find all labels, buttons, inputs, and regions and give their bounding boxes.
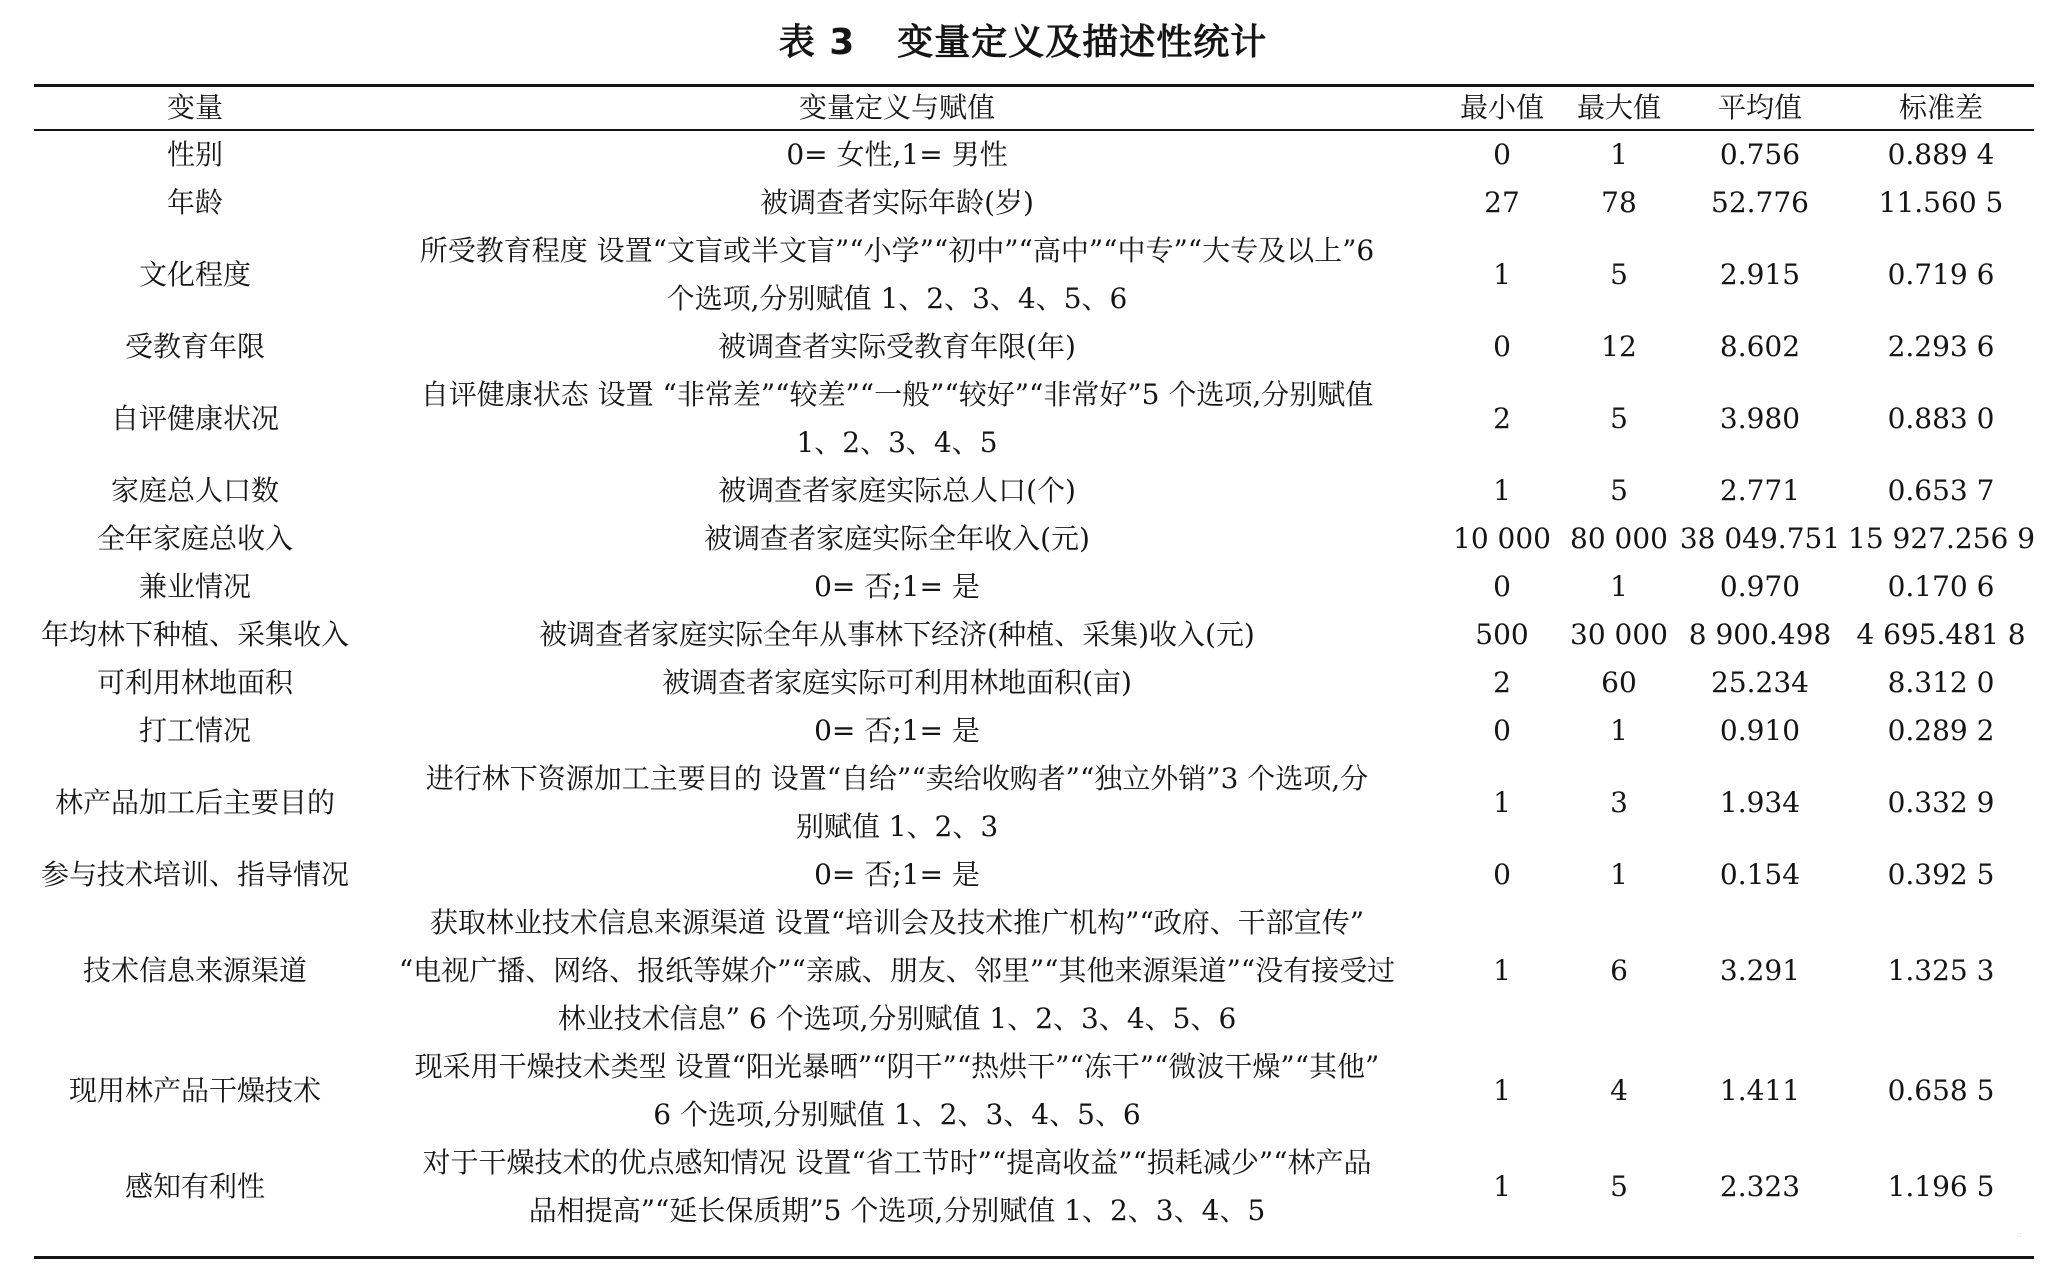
column-header-variable: 变量 (166, 91, 223, 124)
variable-cell: 技术信息来源渠道 (82, 954, 307, 987)
max-cell: 80 000 (1570, 522, 1668, 555)
max-cell: 1 (1610, 138, 1628, 171)
definition-line: 对于干燥技术的优点感知情况 设置“省工节时”“提高收益”“损耗减少”“林产品 (422, 1146, 1372, 1179)
mean-cell: 3.980 (1719, 402, 1801, 435)
max-cell: 3 (1610, 786, 1628, 819)
sd-cell: 0.719 6 (1887, 258, 1995, 291)
variable-cell: 受教育年限 (124, 330, 265, 363)
variable-cell: 家庭总人口数 (110, 474, 279, 507)
bottom-rule (34, 1256, 2034, 1259)
mean-cell: 38 049.751 (1679, 522, 1841, 555)
mean-cell: 0.910 (1719, 714, 1801, 747)
definition-line: 被调查者家庭实际总人口(个) (718, 474, 1076, 507)
definition-line: 被调查者家庭实际全年收入(元) (704, 522, 1090, 555)
column-header-definition: 变量定义与赋值 (798, 91, 995, 124)
definition-line: 0= 女性,1= 男性 (786, 138, 1008, 171)
definition-line: 被调查者家庭实际可利用林地面积(亩) (662, 666, 1132, 699)
definition-line: 1、2、3、4、5 (796, 426, 998, 459)
variable-cell: 文化程度 (138, 258, 251, 291)
max-cell: 30 000 (1570, 618, 1668, 651)
max-cell: 78 (1601, 186, 1637, 219)
definition-cell (356, 1043, 1438, 1139)
column-header-mean: 平均值 (1717, 91, 1802, 124)
mean-cell: 8.602 (1719, 330, 1801, 363)
variable-cell: 年龄 (166, 186, 223, 219)
definition-cell (356, 851, 1438, 899)
mean-cell: 0.154 (1719, 858, 1801, 891)
sd-cell: 8.312 0 (1887, 666, 1995, 699)
max-cell: 6 (1610, 954, 1628, 987)
variable-cell: 感知有利性 (124, 1170, 265, 1203)
min-cell: 1 (1493, 258, 1511, 291)
sd-cell: 11.560 5 (1878, 186, 2004, 219)
definition-cell (356, 515, 1438, 563)
column-header-max: 最大值 (1576, 91, 1661, 124)
table-row (34, 1139, 2034, 1235)
min-cell: 2 (1493, 666, 1511, 699)
variable-cell: 参与技术培训、指导情况 (40, 858, 349, 891)
min-cell: 0 (1493, 138, 1511, 171)
mean-cell: 0.756 (1719, 138, 1801, 171)
definition-line: 自评健康状态 设置 “非常差”“较差”“一般”“较好”“非常好”5 个选项,分别赋值 (420, 378, 1374, 411)
table-header-row (34, 87, 2034, 129)
definition-line: 获取林业技术信息来源渠道 设置“培训会及技术推广机构”“政府、干部宣传” (429, 906, 1365, 939)
max-cell: 1 (1610, 714, 1628, 747)
definition-line: 进行林下资源加工主要目的 设置“自给”“卖给收购者”“独立外销”3 个选项,分 (425, 762, 1369, 795)
definition-cell (356, 611, 1438, 659)
sd-cell: 0.653 7 (1887, 474, 1995, 507)
definition-cell (356, 467, 1438, 515)
definition-cell (356, 129, 1438, 179)
max-cell: 4 (1610, 1074, 1628, 1107)
table-row (34, 467, 2034, 515)
min-cell: 1 (1493, 954, 1511, 987)
mean-cell: 2.323 (1719, 1170, 1801, 1203)
variable-cell: 打工情况 (138, 714, 251, 747)
variable-cell: 全年家庭总收入 (96, 522, 293, 555)
max-cell: 1 (1610, 570, 1628, 603)
definition-cell (356, 1139, 1438, 1235)
mean-cell: 1.934 (1719, 786, 1801, 819)
mean-cell: 0.970 (1719, 570, 1801, 603)
sd-cell: 0.289 2 (1887, 714, 1995, 747)
min-cell: 1 (1493, 1170, 1511, 1203)
mean-cell: 2.915 (1719, 258, 1801, 291)
table-row (34, 611, 2034, 659)
definition-cell (356, 563, 1438, 611)
table-row (34, 1043, 2034, 1139)
variable-cell: 林产品加工后主要目的 (54, 786, 335, 819)
table-row (34, 899, 2034, 1043)
min-cell: 0 (1493, 570, 1511, 603)
sd-cell: 0.392 5 (1887, 858, 1995, 891)
min-cell: 10 000 (1453, 522, 1551, 555)
definition-line: 品相提高”“延长保质期”5 个选项,分别赋值 1、2、3、4、5 (528, 1194, 1266, 1227)
definition-line: 个选项,分别赋值 1、2、3、4、5、6 (666, 282, 1128, 315)
sd-cell: 0.883 0 (1887, 402, 1995, 435)
sd-cell: 0.889 4 (1887, 138, 1995, 171)
table-row (34, 563, 2034, 611)
table-title-text: 变量定义及描述性统计 (897, 22, 1268, 63)
table-row (34, 707, 2034, 755)
table-row (34, 515, 2034, 563)
table-row (34, 129, 2034, 179)
table-row (34, 851, 2034, 899)
definition-line: 被调查者家庭实际全年从事林下经济(种植、采集)收入(元) (539, 618, 1255, 651)
table-row (34, 227, 2034, 323)
table-title (0, 14, 2046, 65)
watermark: ◦ (2012, 1227, 2028, 1245)
definition-line: “电视广播、网络、报纸等媒介”“亲戚、朋友、邻里”“其他来源渠道”“没有接受过 (398, 954, 1396, 987)
max-cell: 1 (1610, 858, 1628, 891)
sd-cell: 4 695.481 8 (1856, 618, 2026, 651)
definition-line: 被调查者实际受教育年限(年) (718, 330, 1076, 363)
variable-cell: 现用林产品干燥技术 (68, 1074, 321, 1107)
definition-cell (356, 707, 1438, 755)
min-cell: 1 (1493, 1074, 1511, 1107)
table-row (34, 659, 2034, 707)
mean-cell: 8 900.498 (1688, 618, 1832, 651)
min-cell: 0 (1493, 330, 1511, 363)
definition-cell (356, 227, 1438, 323)
sd-cell: 2.293 6 (1887, 330, 1995, 363)
max-cell: 5 (1610, 474, 1628, 507)
min-cell: 1 (1493, 786, 1511, 819)
table-number: 表 3 (778, 22, 856, 63)
definition-cell (356, 659, 1438, 707)
min-cell: 0 (1493, 714, 1511, 747)
variable-cell: 可利用林地面积 (96, 666, 293, 699)
definition-line: 别赋值 1、2、3 (795, 810, 999, 843)
column-header-min: 最小值 (1459, 91, 1544, 124)
table-row (34, 179, 2034, 227)
definition-cell (356, 323, 1438, 371)
sd-cell: 1.196 5 (1887, 1170, 1995, 1203)
column-header-sd: 标准差 (1898, 91, 1983, 124)
variable-cell: 自评健康状况 (110, 402, 279, 435)
min-cell: 27 (1484, 186, 1520, 219)
mean-cell: 2.771 (1719, 474, 1801, 507)
mean-cell: 3.291 (1719, 954, 1801, 987)
mean-cell: 25.234 (1711, 666, 1809, 699)
table-row (34, 371, 2034, 467)
definition-line: 0= 否;1= 是 (814, 714, 980, 747)
definition-line: 现采用干燥技术类型 设置“阳光暴晒”“阴干”“热烘干”“冻干”“微波干燥”“其他” (414, 1050, 1380, 1083)
definition-line: 林业技术信息” 6 个选项,分别赋值 1、2、3、4、5、6 (557, 1002, 1237, 1035)
max-cell: 12 (1601, 330, 1637, 363)
table-body (34, 129, 2034, 1235)
sd-cell: 1.325 3 (1887, 954, 1995, 987)
min-cell: 500 (1475, 618, 1529, 651)
mean-cell: 52.776 (1711, 186, 1809, 219)
variable-cell: 性别 (166, 138, 223, 171)
sd-cell: 15 927.256 9 (1848, 522, 2036, 555)
max-cell: 5 (1610, 402, 1628, 435)
definition-line: 6 个选项,分别赋值 1、2、3、4、5、6 (653, 1098, 1141, 1131)
table-row (34, 323, 2034, 371)
min-cell: 1 (1493, 474, 1511, 507)
min-cell: 2 (1493, 402, 1511, 435)
definition-cell (356, 371, 1438, 467)
definition-line: 所受教育程度 设置“文盲或半文盲”“小学”“初中”“高中”“中专”“大专及以上”6 (419, 234, 1375, 267)
definition-cell (356, 899, 1438, 1043)
definition-cell (356, 755, 1438, 851)
variable-cell: 兼业情况 (138, 570, 251, 603)
min-cell: 0 (1493, 858, 1511, 891)
sd-cell: 0.332 9 (1887, 786, 1995, 819)
definition-line: 被调查者实际年龄(岁) (760, 186, 1034, 219)
definition-cell (356, 179, 1438, 227)
table-row (34, 755, 2034, 851)
max-cell: 60 (1601, 666, 1637, 699)
definition-line: 0= 否;1= 是 (814, 570, 980, 603)
variable-cell: 年均林下种植、采集收入 (40, 618, 349, 651)
sd-cell: 0.658 5 (1887, 1074, 1995, 1107)
definition-line: 0= 否;1= 是 (814, 858, 980, 891)
mean-cell: 1.411 (1719, 1074, 1801, 1107)
max-cell: 5 (1610, 1170, 1628, 1203)
sd-cell: 0.170 6 (1887, 570, 1995, 603)
statistics-table (34, 87, 2034, 1235)
max-cell: 5 (1610, 258, 1628, 291)
